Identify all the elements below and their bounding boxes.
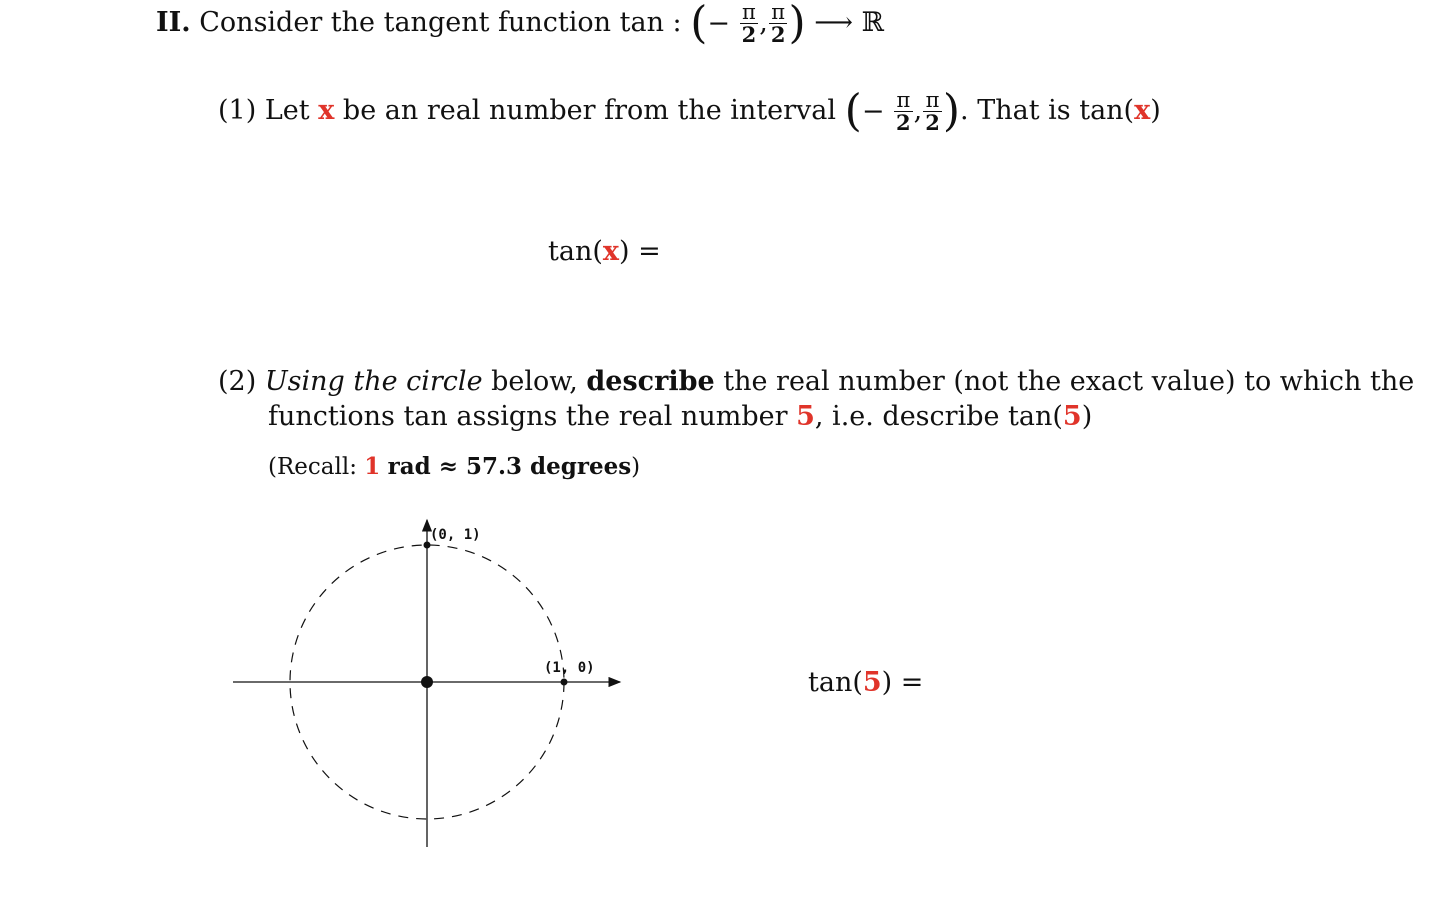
part2-text: ) xyxy=(1081,401,1093,432)
part2-text: the real number (not the exact value) to which the xyxy=(723,366,1415,397)
answer-suffix: ) = xyxy=(618,236,661,267)
part2-question-line1 xyxy=(218,365,1414,399)
part2-text: , i.e. describe tan( xyxy=(814,401,1063,432)
frac-denominator: 2 xyxy=(925,110,940,135)
answer-variable: x xyxy=(602,236,619,267)
number-five: 5 xyxy=(796,401,815,432)
recall-number: 1 xyxy=(364,453,381,480)
part2-answer xyxy=(808,666,923,700)
recall-conversion: rad ≈ 57.3 degrees xyxy=(387,453,632,480)
part1-text: ) xyxy=(1150,95,1161,126)
point-1-0 xyxy=(561,679,568,686)
codomain: ⟶ ℝ xyxy=(814,7,884,38)
recall-note xyxy=(268,453,640,480)
frac-denominator: 2 xyxy=(896,110,911,135)
minus-sign: − xyxy=(707,7,731,39)
part2-bold: describe xyxy=(586,366,715,397)
fraction-pi-over-2-neg xyxy=(740,2,759,45)
frac-numerator: π xyxy=(740,2,759,24)
answer-suffix: ) = xyxy=(881,667,924,698)
open-paren: ( xyxy=(844,85,862,137)
part1-label: (1) xyxy=(218,95,257,126)
close-paren: ) xyxy=(788,0,806,49)
minus-sign: − xyxy=(861,95,885,127)
part2-label: (2) xyxy=(218,366,257,397)
number-five: 5 xyxy=(1062,401,1082,432)
part1-text: Let xyxy=(264,95,310,126)
part2-text: below, xyxy=(491,366,578,397)
label-right-point: (1, 0) xyxy=(544,660,595,676)
answer-prefix: tan( xyxy=(808,667,863,698)
variable-x: x xyxy=(318,95,335,126)
variable-x: x xyxy=(1134,95,1151,126)
part2-question-line2 xyxy=(268,400,1092,434)
answer-prefix: tan( xyxy=(548,236,603,267)
recall-close: ) xyxy=(631,454,641,480)
label-top-point: (0, 1) xyxy=(430,527,481,543)
part2-emphasis: Using the circle xyxy=(264,366,483,397)
fraction-pi-over-2 xyxy=(769,2,788,45)
part1-text: . That is tan( xyxy=(960,95,1135,126)
part1-text: be an real number from the interval xyxy=(342,95,837,126)
frac-denominator: 2 xyxy=(770,22,786,47)
recall-open: (Recall: xyxy=(268,454,357,480)
origin-point xyxy=(421,676,433,688)
part2-text: functions tan assigns the real number xyxy=(268,401,788,432)
frac-numerator: π xyxy=(923,90,942,112)
part1-question: (1) Let x be an real number from the interval (− $\frac{\pi}{2}$ , $\frac{\pi}{2}$ ). That is tan(x) xyxy=(218,85,1161,137)
section-intro: Consider the tangent function tan : xyxy=(199,7,682,38)
answer-number: 5 xyxy=(862,667,882,698)
section-number: II. xyxy=(156,7,191,38)
frac-denominator: 2 xyxy=(741,22,757,47)
frac-numerator: π xyxy=(894,90,913,112)
section-heading: II. Consider the tangent function tan : (− $\frac{\pi}{2}$ , $\frac{\pi}{2}$ ) ⟶ ℝ xyxy=(156,2,884,45)
close-paren: ) xyxy=(942,85,961,137)
fraction-pi-over-2 xyxy=(923,90,942,133)
open-paren: ( xyxy=(690,0,708,49)
part1-answer xyxy=(548,235,661,269)
unit-circle-diagram xyxy=(230,515,630,855)
fraction-pi-over-2-neg xyxy=(894,90,913,133)
frac-numerator: π xyxy=(769,2,788,24)
